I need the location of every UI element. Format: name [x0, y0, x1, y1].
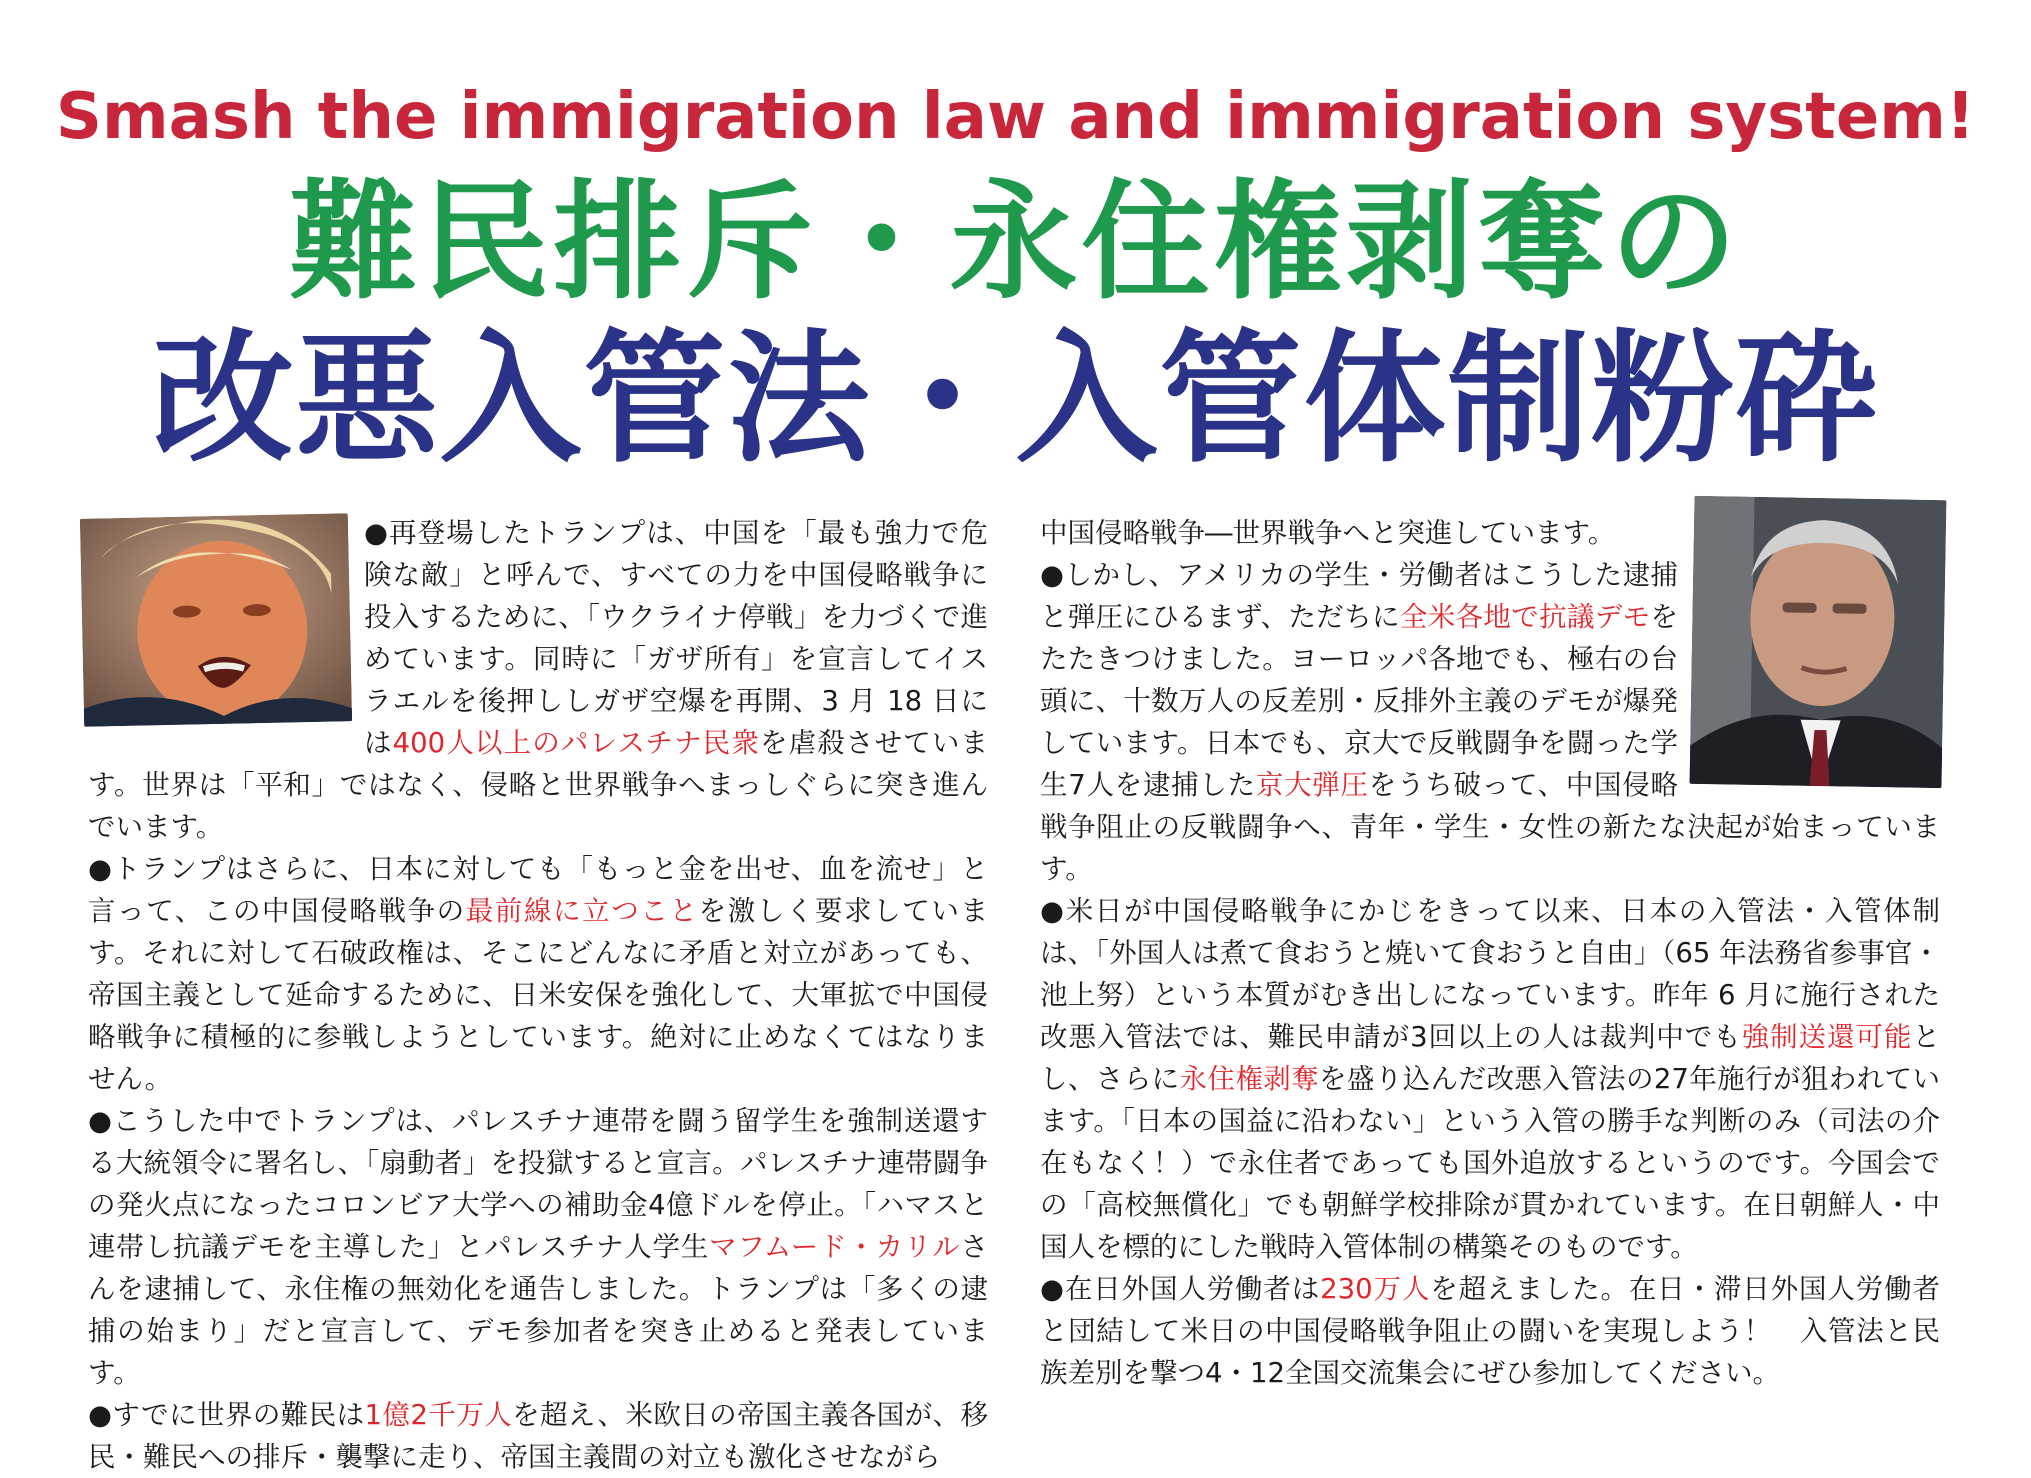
highlight-text: 1億2千万人	[364, 1399, 513, 1431]
portrait-photo-left	[80, 513, 352, 727]
paragraph-2: ●トランプはさらに、日本に対しても「もっと金を出せ、血を流せ」と言って、この中国侵略戦争の最前線に立つことを激しく要求しています。それに対して石破政権は、そこにどんなに矛盾と対立があっても、帝国主義として延命するために、日米安保を強化して、大軍拡で中国侵略戦争に積極的に参戦しようとしています。絶対に止めなくてはなりません。	[88, 853, 989, 1095]
highlight-text: 400人以上のパレスチナ民衆	[392, 727, 760, 759]
highlight-text: 全米各地で抗議デモ	[1399, 601, 1651, 633]
right-column	[1040, 512, 1940, 1394]
portrait-photo-right	[1690, 496, 1947, 788]
left-column	[88, 512, 988, 1478]
paragraph-1: ●再登場したトランプは、中国を「最も強力で危険な敵」と呼んで、すべての力を中国侵略戦争に投入するために、「ウクライナ停戦」を力づくで進めています。同時に「ガザ所有」を宣言してイスラエルを後押ししガザ空爆を再開、3 月 18 日には400人以上のパレスチナ民衆を虐殺させています。世界は「平和」ではなく、侵略と世界戦争へまっしぐらに突き進んでいます。	[88, 517, 989, 843]
paragraph-3: ●こうした中でトランプは、パレスチナ連帯を闘う留学生を強制送還する大統領令に署名し、「扇動者」を投獄すると宣言。パレスチナ連帯闘争の発火点になったコロンビア大学への補助金4億ドルを停止。「ハマスと連帯し抗議デモを主導した」とパレスチナ人学生マフムード・カリルさんを逮捕して、永住権の無効化を通告しました。トランプは「多くの逮捕の始まり」だと宣言して、デモ参加者を突き止めると発表しています。	[88, 1105, 989, 1389]
english-headline: Smash the immigration law and immigration system!	[55, 80, 1976, 154]
highlight-text: マフムード・カリル	[709, 1231, 961, 1263]
highlight-text: 最前線に立つこと	[465, 895, 699, 927]
portrait-icon	[80, 513, 352, 727]
main-title-japanese: 改悪入管法・入管体制粉砕	[151, 317, 1880, 482]
highlight-text: 強制送還可能	[1741, 1021, 1913, 1053]
highlight-text: 230万人	[1320, 1273, 1431, 1305]
portrait-icon	[1690, 496, 1947, 788]
paragraph-7: ●在日外国人労働者は230万人を超えました。在日・滞日外国人労働者と団結して米日の中国侵略戦争阻止の闘いを実現しよう！ 入管法と民族差別を撃つ4・12全国交流集会にぜひ参加してください。	[1040, 1273, 1940, 1389]
paragraph-4: ●すでに世界の難民は1億2千万人を超え、米欧日の帝国主義各国が、移民・難民への排斥・襲撃に走り、帝国主義間の対立も激化させながら	[88, 1399, 988, 1473]
subtitle-japanese: 難民排斥・永住権剥奪の	[289, 168, 1742, 317]
paragraph-6: ●米日が中国侵略戦争にかじをきって以来、日本の入管法・入管体制は、「外国人は煮て食おうと焼いて食おうと自由」（65 年法務省参事官・池上努）という本質がむき出しになっています。昨年 6 月に施行された改悪入管法では、難民申請が3回以上の人は裁判中でも強制送還可能とし、さらに永住権剥奪を盛り込んだ改悪入管法の27年施行が狙われています。「日本の国益に沿わない」という入管の勝手な判断のみ（司法の介在もなく！）で永住者であっても国外追放するというのです。今国会での「高校無償化」でも朝鮮学校排除が貫かれています。在日朝鮮人・中国人を標的にした戦時入管体制の構築そのものです。	[1040, 895, 1940, 1263]
highlight-text: 京大弾圧	[1255, 769, 1369, 801]
paragraph-5: ●しかし、アメリカの学生・労働者はこうした逮捕と弾圧にひるまず、ただちに全米各地で抗議デモをたたきつけました。ヨーロッパ各地でも、極右の台頭に、十数万人の反差別・反排外主義のデモが爆発しています。日本でも、京大で反戦闘争を闘った学生7人を逮捕した京大弾圧をうち破って、中国侵略戦争阻止の反戦闘争へ、青年・学生・女性の新たな決起が始まっています。	[1040, 559, 1940, 885]
highlight-text: 永住権剥奪	[1179, 1063, 1320, 1095]
paragraph-4-continued: 中国侵略戦争―世界戦争へと突進しています。	[1040, 517, 1616, 549]
